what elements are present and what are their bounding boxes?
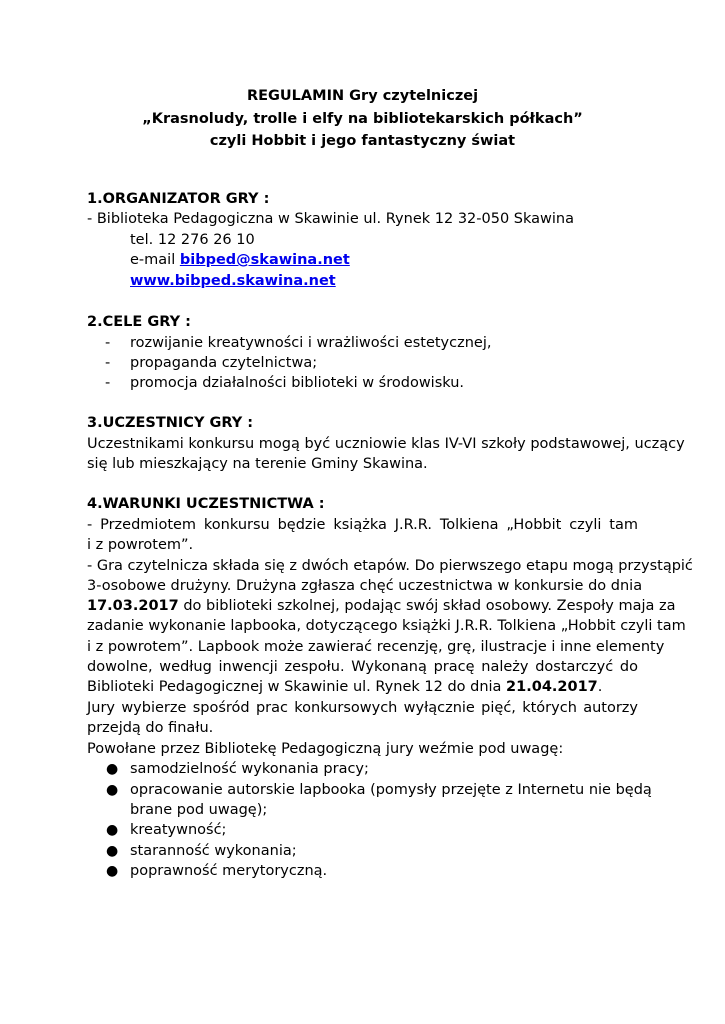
criterion-item-continuation: brane pod uwagę); — [130, 802, 268, 818]
organizer-website-line — [130, 271, 336, 291]
criterion-item: kreatywność; — [130, 822, 227, 838]
conditions-p2-line4: zadanie wykonanie lapbooka, dotyczącego książki J.R.R. Tolkiena „Hobbit czyli tam — [87, 618, 686, 634]
conditions-p4: Powołane przez Bibliotekę Pedagogiczną jury weźmie pod uwagę: — [87, 741, 564, 757]
conditions-p2-line3-text: do biblioteki szkolnej, podając swój skład osobowy. Zespoły maja za — [178, 598, 676, 614]
participants-text-line2: się lub mieszkający na terenie Gminy Skawina. — [87, 456, 428, 472]
doc-title-line1: REGULAMIN Gry czytelniczej — [246, 88, 479, 104]
goal-item: rozwijanie kreatywności i wrażliwości estetycznej, — [130, 335, 492, 351]
section-4-heading: 4.WARUNKI UCZESTNICTWA : — [87, 496, 325, 512]
goal-item: promocja działalności biblioteki w środowisku. — [130, 375, 465, 391]
organizer-phone: tel. 12 276 26 10 — [130, 232, 255, 248]
dash-marker: - — [105, 355, 111, 371]
bullet-icon: ● — [106, 761, 119, 777]
dash-marker: - — [105, 335, 111, 351]
organizer-email-line — [130, 250, 350, 270]
criterion-item: opracowanie autorskie lapbooka (pomysły przejęte z Internetu nie będą — [130, 782, 652, 798]
criterion-item: samodzielność wykonania pracy; — [130, 761, 369, 777]
conditions-p3-line2: przejdą do finału. — [87, 720, 214, 736]
doc-title-line2: „Krasnoludy, trolle i elfy na bibliotekarskich półkach” — [142, 111, 583, 127]
conditions-p2-line6: dowolne, według inwencji zespołu. Wykonaną pracę należy dostarczyć do — [87, 659, 638, 675]
participants-text-line1: Uczestnikami konkursu mogą być uczniowie klas IV-VI szkoły podstawowej, uczący — [87, 436, 685, 452]
bullet-icon: ● — [106, 863, 119, 879]
registration-deadline: 17.03.2017 — [87, 598, 179, 614]
section-1-heading: 1.ORGANIZATOR GRY : — [87, 191, 270, 207]
conditions-p2-line3 — [87, 596, 676, 616]
conditions-p2-line1: - Gra czytelnicza składa się z dwóch etapów. Do pierwszego etapu mogą przystąpić — [87, 558, 693, 574]
conditions-p1-line2: i z powrotem”. — [87, 537, 194, 553]
section-3-heading: 3.UCZESTNICY GRY : — [87, 415, 254, 431]
dash-marker: - — [105, 375, 111, 391]
organizer-address: - Biblioteka Pedagogiczna w Skawinie ul. Rynek 12 32-050 Skawina — [87, 211, 574, 227]
doc-title-line3: czyli Hobbit i jego fantastyczny świat — [209, 133, 516, 149]
bullet-icon: ● — [106, 782, 119, 798]
submission-deadline: 21.04.2017 — [506, 679, 598, 695]
email-link[interactable]: bibped@skawina.net — [179, 252, 350, 268]
bullet-icon: ● — [106, 822, 119, 838]
bullet-icon: ● — [106, 843, 119, 859]
conditions-p2-line7-text: Biblioteki Pedagogicznej w Skawinie ul. Rynek 12 do dnia — [87, 679, 507, 695]
conditions-p2-line7 — [87, 677, 602, 697]
section-2-heading: 2.CELE GRY : — [87, 314, 191, 330]
website-link[interactable]: www.bibped.skawina.net — [130, 273, 336, 289]
conditions-p2-line7-end: . — [597, 679, 603, 695]
conditions-p2-line2: 3-osobowe drużyny. Drużyna zgłasza chęć uczestnictwa w konkursie do dnia — [87, 578, 643, 594]
conditions-p1-line1: - Przedmiotem konkursu będzie książka J.R.R. Tolkiena „Hobbit czyli tam — [87, 517, 638, 533]
criterion-item: staranność wykonania; — [130, 843, 297, 859]
conditions-p2-line5: i z powrotem”. Lapbook może zawierać recenzję, grę, ilustracje i inne elementy — [87, 639, 665, 655]
conditions-p3-line1: Jury wybierze spośród prac konkursowych wyłącznie pięć, których autorzy — [87, 700, 638, 716]
goal-item: propaganda czytelnictwa; — [130, 355, 318, 371]
email-label: e-mail — [130, 252, 180, 268]
criterion-item: poprawność merytoryczną. — [130, 863, 328, 879]
